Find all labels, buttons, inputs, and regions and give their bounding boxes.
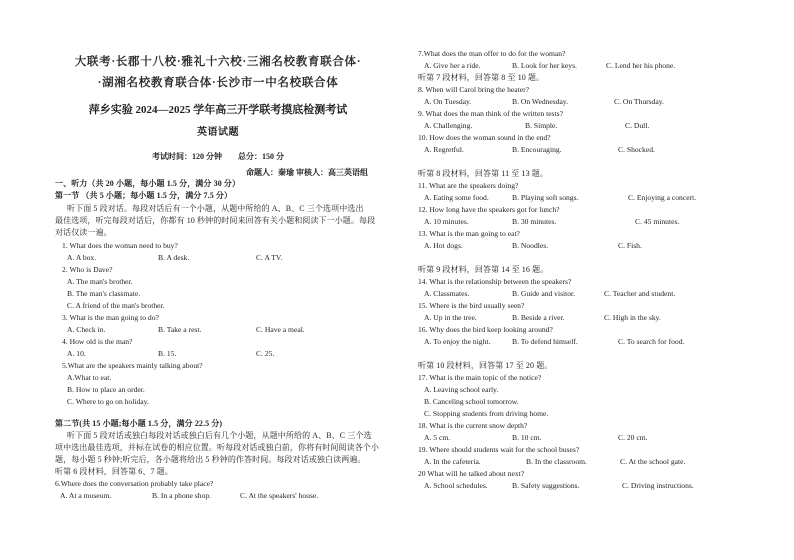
question-17-option-b: B. Canceling school tomorrow.	[424, 397, 519, 406]
question-7-stem: 7.What does the man offer to do for the woman?	[418, 49, 566, 58]
alliance-line-2: ·湖湘名校教育联合体·长沙市一中名校联合体	[97, 77, 339, 89]
question-12-option-a: A. 10 minutes.	[424, 217, 469, 226]
question-5-option-a: A.What to eat.	[67, 373, 112, 382]
material-note-7: 听第 7 段材料，回答第 8 至 10 题。	[418, 73, 545, 82]
question-6-stem: 6.Where does the conversation probably take place?	[55, 479, 214, 488]
question-6-option-a: A. At a museum.	[60, 491, 112, 500]
question-3-option-c: C. Have a meal.	[256, 325, 305, 334]
question-14-option-a: A. Classmates.	[424, 289, 470, 298]
section1-instruction-line: 最佳选项，听完每段对话后，你都有 10 秒钟的时间来回答有关小题和阅读下一小题。每段	[55, 216, 376, 225]
question-16-option-b: B. To defend himself.	[512, 337, 578, 346]
question-15-stem: 15. Where is the bird usually seen?	[418, 301, 525, 310]
section1-heading: 第一节 （共 5 小题；每小题 1.5 分，满分 7.5 分）	[55, 191, 233, 200]
material-note-9: 听第 9 段材料，回答第 14 至 16 题。	[418, 265, 549, 274]
question-15-option-b: B. Beside a river.	[512, 313, 565, 322]
question-1-option-c: C. A TV.	[256, 253, 283, 262]
question-7-option-b: B. Look for her keys.	[512, 61, 577, 70]
question-14-stem: 14. What is the relationship between the speakers?	[418, 277, 572, 286]
question-7-option-a: A. Give her a ride.	[424, 61, 481, 70]
question-3-stem: 3. What is the man going to do?	[62, 313, 159, 322]
alliance-line-1: 大联考·长郡十八校·雅礼十六校·三湘名校教育联合体·	[74, 56, 362, 68]
question-17-stem: 17. What is the main topic of the notice?	[418, 373, 542, 382]
question-1-option-a: A. A box.	[67, 253, 97, 262]
question-3-option-a: A. Check in.	[67, 325, 106, 334]
question-2-option-a: A. The man's brother.	[67, 277, 133, 286]
question-18-stem: 18. What is the current snow depth?	[418, 421, 528, 430]
reviewer: 审核人：高三英语组	[296, 168, 368, 177]
question-3-option-b: B. Take a rest.	[158, 325, 202, 334]
question-2-option-b: B. The man's classmate.	[67, 289, 141, 298]
question-7-option-c: C. Lend her his phone.	[606, 61, 676, 70]
question-6-option-c: C. At the speakers' house.	[240, 491, 319, 500]
question-11-option-a: A. Eating some food.	[424, 193, 489, 202]
section2-instruction-line: 项中选出最佳选项，并标在试卷的相应位置。听每段对话或独白前，你将有时间阅读各个小	[55, 443, 379, 452]
question-10-option-b: B. Encouraging.	[512, 145, 562, 154]
total-score: 总分：150 分	[238, 152, 284, 161]
exam-title: 萍乡实验 2024—2025 学年高三开学联考摸底检测考试	[88, 104, 348, 116]
question-17-option-c: C. Stopping students from driving home.	[424, 409, 549, 418]
question-16-stem: 16. Why does the bird keep looking around?	[418, 325, 553, 334]
question-5-option-b: B. How to place an order.	[67, 385, 145, 394]
question-5-option-c: C. Where to go on holiday.	[67, 397, 149, 406]
question-10-stem: 10. How does the woman sound in the end?	[418, 133, 551, 142]
question-19-option-a: A. In the cafeteria.	[424, 457, 481, 466]
section1-instruction-line: 听下面 5 段对话。每段对话后有一个小题，从题中所给的 A、B、C 三个选项中选出	[67, 204, 364, 213]
question-8-stem: 8. When will Carol bring the heater?	[418, 85, 529, 94]
question-19-stem: 19. Where should students wait for the school buses?	[418, 445, 580, 454]
question-4-option-b: B. 15.	[158, 349, 177, 358]
question-20-option-c: C. Driving instructions.	[622, 481, 694, 490]
question-10-option-c: C. Shocked.	[618, 145, 655, 154]
question-16-option-a: A. To enjoy the night.	[424, 337, 491, 346]
question-14-option-c: C. Teacher and student.	[604, 289, 676, 298]
question-1-stem: 1. What does the woman need to buy?	[62, 241, 178, 250]
question-9-stem: 9. What does the man think of the written tests?	[418, 109, 563, 118]
question-17-option-a: A. Leaving school early.	[424, 385, 499, 394]
question-11-option-b: B. Playing soft songs.	[512, 193, 579, 202]
question-13-stem: 13. What is the man going to eat?	[418, 229, 520, 238]
question-2-option-c: C. A friend of the man's brother.	[67, 301, 165, 310]
question-13-option-b: B. Noodles.	[512, 241, 549, 250]
part1-heading: 一、听力（共 20 小题，每小题 1.5 分，满分 30 分）	[55, 179, 241, 188]
exam-time: 考试时间：120 分钟	[152, 152, 222, 161]
question-12-option-c: C. 45 minutes.	[635, 217, 680, 226]
question-8-option-b: B. On Wednesday.	[512, 97, 569, 106]
question-9-option-c: C. Dull.	[625, 121, 650, 130]
question-19-option-b: B. In the classroom.	[526, 457, 587, 466]
question-19-option-c: C. At the school gate.	[620, 457, 686, 466]
question-18-option-a: A. 5 cm.	[424, 433, 451, 442]
question-14-option-b: B. Guide and visitor.	[512, 289, 576, 298]
material-note-6: 听第 6 段材料，回答第 6、7 题。	[55, 467, 173, 476]
question-13-option-c: C. Fish.	[618, 241, 642, 250]
question-9-option-a: A. Challenging.	[424, 121, 473, 130]
question-11-option-c: C. Enjoying a concert.	[628, 193, 697, 202]
exam-time-score	[40, 152, 396, 162]
question-18-option-c: C. 20 cm.	[618, 433, 648, 442]
question-12-stem: 12. How long have the speakers got for lunch?	[418, 205, 560, 214]
question-12-option-b: B. 30 minutes.	[512, 217, 557, 226]
question-4-option-a: A. 10.	[67, 349, 86, 358]
question-20-option-b: B. Safety suggestions.	[512, 481, 580, 490]
question-16-option-c: C. To search for food.	[618, 337, 685, 346]
exam-authors	[246, 168, 368, 178]
material-note-10: 听第 10 段材料，回答第 17 至 20 题。	[418, 361, 553, 370]
question-9-option-b: B. Simple.	[525, 121, 558, 130]
question-4-option-c: C. 25.	[256, 349, 275, 358]
question-6-option-b: B. In a phone shop.	[152, 491, 212, 500]
question-8-option-c: C. On Thursday.	[614, 97, 664, 106]
question-2-stem: 2. Who is Dave?	[62, 265, 113, 274]
question-10-option-a: A. Regretful.	[424, 145, 464, 154]
question-5-stem: 5.What are the speakers mainly talking about?	[62, 361, 203, 370]
material-note-8: 听第 8 段材料，回答第 11 至 13 题。	[418, 169, 549, 178]
question-15-option-c: C. High in the sky.	[604, 313, 661, 322]
question-4-stem: 4. How old is the man?	[62, 337, 133, 346]
question-20-option-a: A. School schedules.	[424, 481, 488, 490]
question-1-option-b: B. A desk.	[158, 253, 190, 262]
question-18-option-b: B. 10 cm.	[512, 433, 542, 442]
setter: 命题人：秦瑜	[246, 168, 294, 177]
question-15-option-a: A. Up in the tree.	[424, 313, 477, 322]
section2-heading: 第二节(共 15 小题;每小题 1.5 分，满分 22.5 分)	[55, 419, 223, 428]
question-8-option-a: A. On Tuesday.	[424, 97, 472, 106]
subject-title: 英语试题	[197, 127, 239, 138]
question-20-stem: 20 What will he talked about next?	[418, 469, 525, 478]
section2-instruction-line: 题，每小题 5 秒钟;听完后，各小题将给出 5 秒钟的作答时间。每段对话或独白读两遍。	[55, 455, 366, 464]
section2-instruction-line: 听下面 5 段对话或独白每段对话或独白后有几个小题，从题中所给的 A、B、C 三个选	[67, 431, 372, 440]
section1-instruction-line: 对话仅读一遍。	[55, 228, 112, 237]
question-11-stem: 11. What are the speakers doing?	[418, 181, 519, 190]
question-13-option-a: A. Hot dogs.	[424, 241, 463, 250]
